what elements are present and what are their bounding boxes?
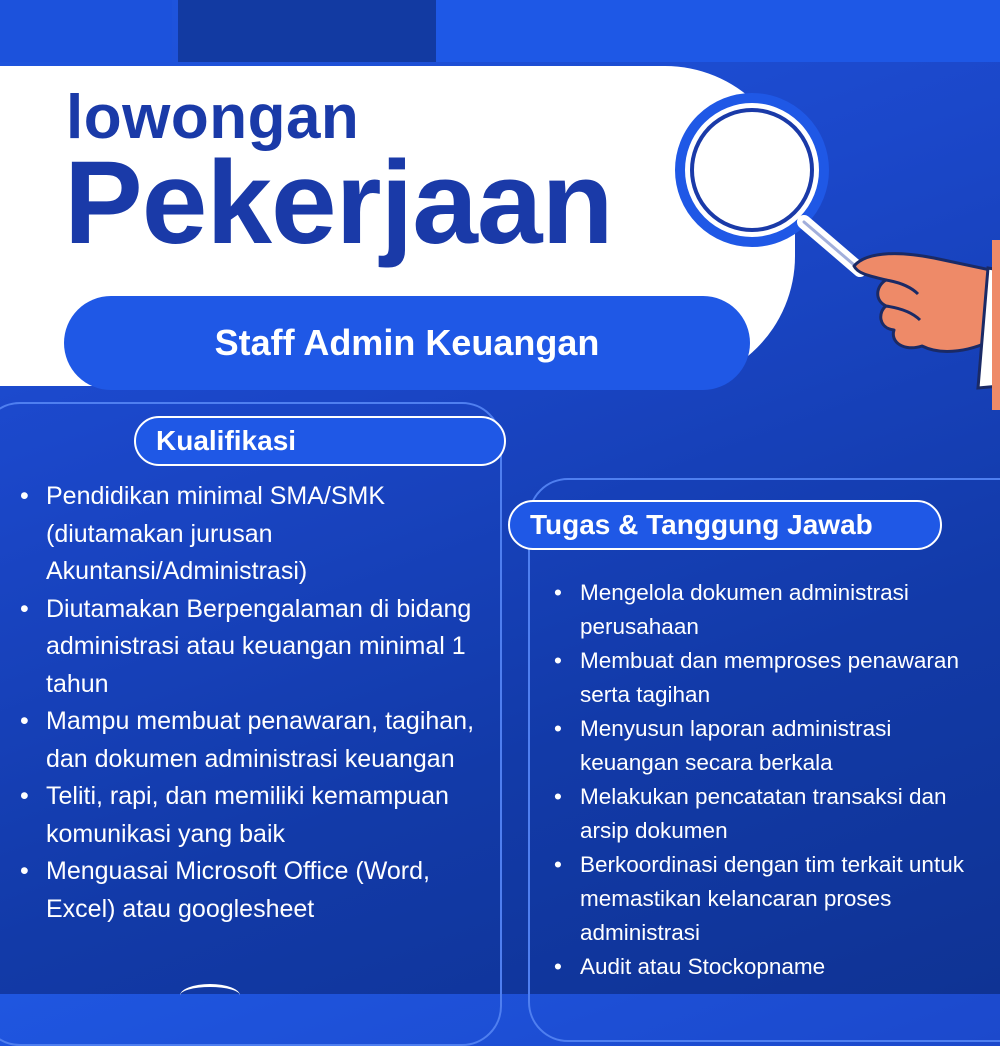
list-item: • Melakukan pencatatan transaksi dan arsip dokumen bbox=[580, 780, 992, 848]
duties-heading bbox=[508, 500, 942, 550]
list-item: • Mampu membuat penawaran, tagihan, dan dokumen administrasi keuangan bbox=[46, 703, 486, 778]
list-item: • Menguasai Microsoft Office (Word, Excel) atau googlesheet bbox=[46, 853, 486, 928]
list-item: • Menyusun laporan administrasi keuangan secara berkala bbox=[580, 712, 992, 780]
hero-title: Pekerjaan bbox=[64, 137, 613, 269]
qualifications-heading-label: Kualifikasi bbox=[156, 425, 297, 456]
background-strip bbox=[436, 0, 1000, 62]
position-label: Staff Admin Keuangan bbox=[214, 322, 600, 363]
position-badge bbox=[64, 296, 750, 390]
list-item: • Membuat dan memproses penawaran serta tagihan bbox=[580, 644, 992, 712]
decorative-arc bbox=[180, 984, 240, 1007]
list-item: • Mengelola dokumen administrasi perusahaan bbox=[580, 576, 992, 644]
qualifications-heading bbox=[134, 416, 506, 466]
duties-list bbox=[580, 576, 992, 984]
list-item: • Teliti, rapi, dan memiliki kemampuan komunikasi yang baik bbox=[46, 778, 486, 853]
hero-subtitle: lowongan bbox=[66, 83, 360, 152]
list-item: • Diutamakan Berpengalaman di bidang administrasi atau keuangan minimal 1 tahun bbox=[46, 591, 486, 704]
list-item: • Audit atau Stockopname bbox=[580, 950, 992, 984]
qualifications-list bbox=[46, 478, 486, 928]
duties-heading-label: Tugas & Tanggung Jawab bbox=[530, 509, 873, 540]
magnifying-glass-hand-icon bbox=[672, 90, 1000, 410]
background-strip bbox=[178, 0, 436, 62]
list-item: • Berkoordinasi dengan tim terkait untuk memastikan kelancaran proses administrasi bbox=[580, 848, 992, 950]
list-item: • Pendidikan minimal SMA/SMK (diutamakan jurusan Akuntansi/Administrasi) bbox=[46, 478, 486, 591]
background-strip bbox=[0, 0, 172, 62]
